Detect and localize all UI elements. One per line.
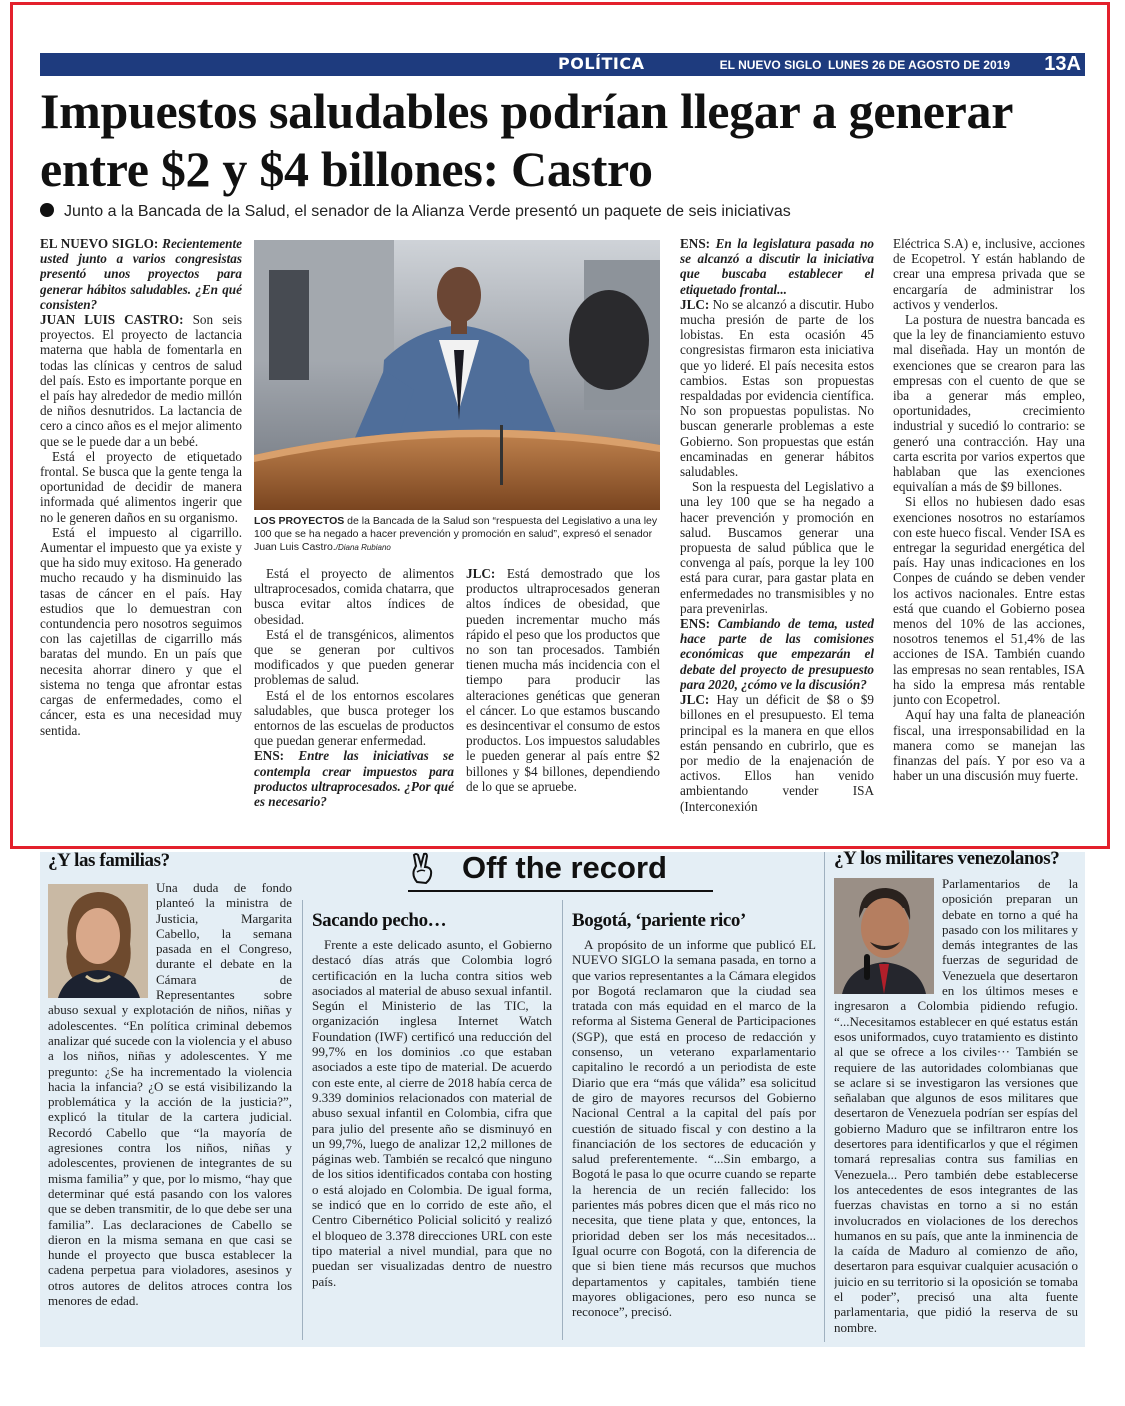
box1-heading: ¿Y las familias? — [48, 850, 170, 871]
box4-text: Parlamentarios de la oposición preparan un debate en torno a qué ha pasado con los militares y demás integrantes de las fuerzas de seguridad de Venezuela que desertaron en los últimos meses e ingresaron a Colombia pidiendo refugio. “...Necesitamos establecer en qué estatus están esos uniformados, cuyo tratamiento es distinto al que se ofrece a los civiles··· También se requiere de las autoridades colombianas que se aclare si se investigaron las versiones que señalaban que algunos de esos militares que desertaron de Venezuela podrían ser espías del gobierno Maduro que se infiltraron entre los desertores para identificarlos y que el régimen tomará represalias contra sus familias en Venezuela... Pero también debe establecerse los antecedentes de esos integrantes de las fuerzas chavistas en torno a si no están involucrados en violaciones de los derechos humanos en su país, que ante la inminencia de la caída de Maduro al comienzo de año, desertaron para esquivar cualquier acusación o juicio en su territorio si la oposición se tomaba el poder”, precisó una alta fuente parlamentaria, que pidió la reserva de su nombre. — [834, 876, 1078, 1335]
interview-answer: JLC: Hay un déficit de $8 o $9 billones en el presupuesto. El tema principal es la manera en que ellos están pensando en cubrirlo, que es por medio de la enajenación de activos. Ellos han venido ambientando vender ISA (Interconexión — [680, 692, 874, 814]
caption-text: de la Bancada de la Salud son “respuesta del Legislativo a una ley 100 que se ha negado a hacer prevención y promoción en salud”, expresó el senador Juan Luis Castro. — [254, 515, 658, 553]
speaker-label: JLC: — [680, 692, 710, 708]
box4-heading: ¿Y los militares venezolanos? — [834, 848, 1060, 869]
interview-question: EL NUEVO SIGLO: Recientemente usted junto a varios congresistas presentó unos proyectos para generar hábitos saludables. ¿En qué consisten? — [40, 236, 242, 312]
page-number: 13A — [1044, 53, 1081, 75]
box4-body — [834, 876, 1078, 1346]
article-column-1 — [40, 236, 242, 831]
title-rule — [408, 890, 713, 892]
article-paragraph: Aquí hay una falta de planeación fiscal, una irresponsabilidad en la manera como se manejan las finanzas del país. Y por eso va a haber un una discusión muy fuerte. — [893, 707, 1085, 784]
box3-text: A propósito de un informe que publicó EL NUEVO SIGLO la semana pasada, en torno a que varios representantes a la Cámara elegidos por Bogotá reclamaron que la ciudad sea tratada con más equidad en el marco de la reforma al Sistema General de Participaciones (SGP), que está en proceso de redacción y consenso, un veterano exparlamentario capitalino le recordó a un periodista de este Diario que era “más que válida” esa solicitud de giro de mayores recursos del Gobierno Nacional Central a la capital del país por cuestión de situado fiscal y con destino a la financiación de los sectores de educación y salud preferentemente. “...Sin embargo, a Bogotá le pasa lo que ocurre cuando se reparte la herencia de un recién fallecido: los parientes más pobres dicen que el más rico no necesita, que tiene plata y que, entonces, la prioridad deben ser los más necesitados... Igual ocurre con Bogotá, con la diferencia de que si bien tiene más recursos que muchos departamentos y capitales, también tiene mayores obligaciones, pero eso nunca se reconoce”, precisó. — [572, 937, 816, 1320]
box1-text: Una duda de fondo planteó la ministra de Justicia, Margarita Cabello, la semana pasada en el Congreso, durante el debate en la Cámara de Representantes sobre abuso sexual y explotación de niños, niñas y adolescentes. “En política criminal debemos analizar qué sucede con la violencia y el abuso a los niños, niñas y adolescentes. Y me pregunto: ¿Se ha incrementado la violencia hacia la infancia? ¿O se está visibilizando la problemática y la acción de la justicia?”, explicó la titular de la cartera judicial. Recordó Cabello que “la mayoría de agresiones contra los niños, niñas y adolescentes, provienen de integrantes de su misma familia” y que, por lo mismo, “hay que determinar qué está pasando con los valores que se deben transmitir, de lo que debe ser una familia”. Las declaraciones de Cabello se dieron en la misma semana en que casi se hunde el proyecto que busca establecer la cadena perpetua para violadores, asesinos y otros autores de delitos atroces contra los menores de edad. — [48, 880, 292, 1309]
caption-lead: LOS PROYECTOS — [254, 515, 345, 527]
masthead — [720, 57, 1010, 73]
portrait-maduro — [834, 878, 934, 994]
section-label: POLÍTICA — [558, 54, 645, 73]
off-the-record-title: Off the record — [462, 850, 667, 885]
interview-question: ENS: Entre las iniciativas se contempla crear impuestos para productos ultraprocesados. ¿Por qué es necesario? — [254, 748, 454, 810]
article-paragraph: La postura de nuestra bancada es que la ley de financiamiento estuvo mal diseñada. Hay un montón de exenciones que se crearon para las empresas con el cuento de que se iba a generar más empleo, oportunidades, crecimiento industrial y sucedió lo contrario: se generó una contracción. Hay una carta escrita por varios expertos que hablaban que las exenciones equivalían a más de $9 billones. — [893, 312, 1085, 495]
headline: Impuestos saludables podrían llegar a generar entre $2 y $4 billones: Castro — [40, 83, 1013, 197]
article-paragraph: Está el proyecto de alimentos ultraprocesados, comida chatarra, que busca evitar altos índices de obesidad. — [254, 566, 454, 627]
subheadline-row — [40, 203, 791, 221]
article-paragraph: Está el proyecto de etiquetado frontal. Se busca que la gente tenga la oportunidad de decidir de manera informada qué alimentos ingerir que no le generen daños en su organismo. — [40, 448, 242, 525]
portrait-minister — [48, 884, 148, 998]
box2-text: Frente a este delicado asunto, el Gobierno destacó días atrás que Colombia logró certificación en la lucha contra sitios web asociados al material de abuso sexual infantil. Según el Ministerio de las TIC, la organización inglesa Internet Watch Foundation (IWF) certificó una reducción del 99,7% en los dominios .co que estaban asociados a este tipo de material. De acuerdo con este ente, al cierre de 2018 había cerca de 9.339 dominios relacionados con material de abuso sexual infantil en Colombia, cifra que para julio del presente año se disminuyó en un 99,7%, luego de analizar 12,2 millones de páginas web. También se recalcó que ninguno de los sitios identificados contaba con hosting o está alojado en Colombia. De igual forma, se indicó que en lo corrido de este año, el Centro Cibernético Policial solicitó y realizó el bloqueo de 3.378 direcciones URL con este tipo material a nivel mundial, para que no puedan ser visualizadas dentro de nuestro país. — [312, 937, 552, 1289]
speaker-label: JLC: — [466, 566, 496, 581]
article-paragraph: Está el impuesto al cigarrillo. Aumentar el impuesto que ya existe y que ha sido muy exitoso. Ha generado mucho recaudo y ha disminuido las tasas de cáncer en el país. Hay estudios que lo demuestran con contundencia pero nosotros seguimos con las cajetillas de cigarrillo más baratas del mundo. En un país que necesita ahorrar dinero y que el sistema no tenga que afrontar estas cargas de enfermedades, como el cáncer, esta es una necesidad muy sentida. — [40, 524, 242, 738]
interview-answer: JUAN LUIS CASTRO: Son seis proyectos. El proyecto de lactancia materna que habla de fomentarla en todas las clínicas y centros de salud del país. Esto es importante porque en el país hay alrededor de medio millón de niños desnutridos. La lactancia de cero a cinco años es el mejor alimento que se le puede dar a un bebé. — [40, 312, 242, 449]
article-column-5 — [893, 236, 1085, 831]
box3-body — [572, 937, 816, 1347]
column-divider — [562, 900, 563, 1340]
article-paragraph: Está el de transgénicos, alimentos que se generan por cultivos modificados y que pueden generar problemas de salud. — [254, 626, 454, 688]
issue-date: LUNES 26 DE AGOSTO DE 2019 — [827, 58, 1010, 72]
interview-answer: JLC: No se alcanzó a discutir. Hubo mucha presión de parte de los lobistas. En esta ocasión 45 congresistas firmaron esta iniciativa que yo lideré. El país necesita estos cambios. Estas son propuestas respaldadas por evidencia científica. No son propuestas populistas. No buscan generarle problemas a este Gobierno. Son propuestas que están encaminadas en generar hábitos saludables. — [680, 296, 874, 480]
speaker-label: JUAN LUIS CASTRO: — [40, 312, 184, 328]
article-paragraph: Eléctrica S.A) e, inclusive, acciones de Ecopetrol. Y están hablando de crear una empresa privada que se encargaría de administrar los activos y venderlos. — [893, 236, 1085, 312]
article-paragraph: Si ellos no hubiesen dado esas exenciones nosotros no estaríamos con este hueco fiscal. Vender ISA es entregar la seguridad energética del país. Hay unas indicaciones en los Conpes de cuándo se deben vender los activos nacionales. Entre estas está que cuando el Gobierno posea menos del 10% de las acciones, nosotros tenemos el 51,4% de las acciones de ISA. También cuando las empresas no sean rentables, ISA ha sido la empresa más rentable junto con Ecopetrol. — [893, 494, 1085, 708]
box2-body — [312, 937, 552, 1347]
bullet-icon — [40, 203, 54, 217]
photo-caption — [254, 515, 660, 554]
interview-question: ENS: Cambiando de tema, usted hace parte de las comisiones económicas que empezarán el debate del proyecto de presupuesto para 2020, ¿cómo ve la discusión? — [680, 616, 874, 692]
subheadline: Junto a la Bancada de la Salud, el senador de la Alianza Verde presentó un paquete de seis iniciativas — [64, 203, 791, 220]
victory-hand-icon — [408, 852, 438, 886]
photo-senator — [254, 240, 660, 510]
column-divider — [302, 900, 303, 1340]
photo-credit: /Diana Rubiano — [335, 543, 391, 552]
box1-body — [48, 880, 292, 1340]
box2-heading: Sacando pecho… — [312, 910, 447, 931]
speaker-label: ENS: — [254, 748, 285, 764]
article-column-3 — [466, 566, 660, 831]
article-column-4 — [680, 236, 874, 831]
section-header-bar — [40, 53, 1085, 76]
article-paragraph: Son la respuesta del Legislativo a una ley 100 que se ha negado a hacer prevención y promoción en salud. Buscamos generar una propuesta de salud pública que le convenga al país, porque la ley 100 está para curar, para gastar plata en enfermedades no transmisibles y no para prevenirlas. — [680, 479, 874, 616]
interview-answer: JLC: Está demostrado que los productos ultraprocesados generan altos índices de obesidad, que pueden incrementar mucho más rápido el peso que los productos que no son tan procesados. También tienen mucha más incidencia con el tiempo para producir las alteraciones genéticas que generan el cáncer. Lo que estamos buscando es desincentivar el consumo de estos productos. Los impuestos saludables le pueden generar al país entre $2 billones y $4 billones, dependiendo de lo que se apruebe. — [466, 566, 660, 794]
speaker-label: JLC: — [680, 296, 710, 312]
box3-heading: Bogotá, ‘pariente rico’ — [572, 910, 746, 931]
speaker-label: ENS: — [680, 236, 711, 251]
article-column-2 — [254, 566, 454, 831]
column-divider — [824, 852, 825, 1342]
article-paragraph: Está el de los entornos escolares saludables, que busca proteger los entornos de las escuelas de productos que puedan generar enfermedad. — [254, 687, 454, 749]
interview-question: ENS: En la legislatura pasada no se alcanzó a discutir la iniciativa que buscaba establecer el etiquetado frontal... — [680, 236, 874, 297]
speaker-label: EL NUEVO SIGLO: — [40, 236, 159, 251]
speaker-label: ENS: — [680, 616, 711, 632]
paper-name: EL NUEVO SIGLO — [719, 58, 822, 72]
